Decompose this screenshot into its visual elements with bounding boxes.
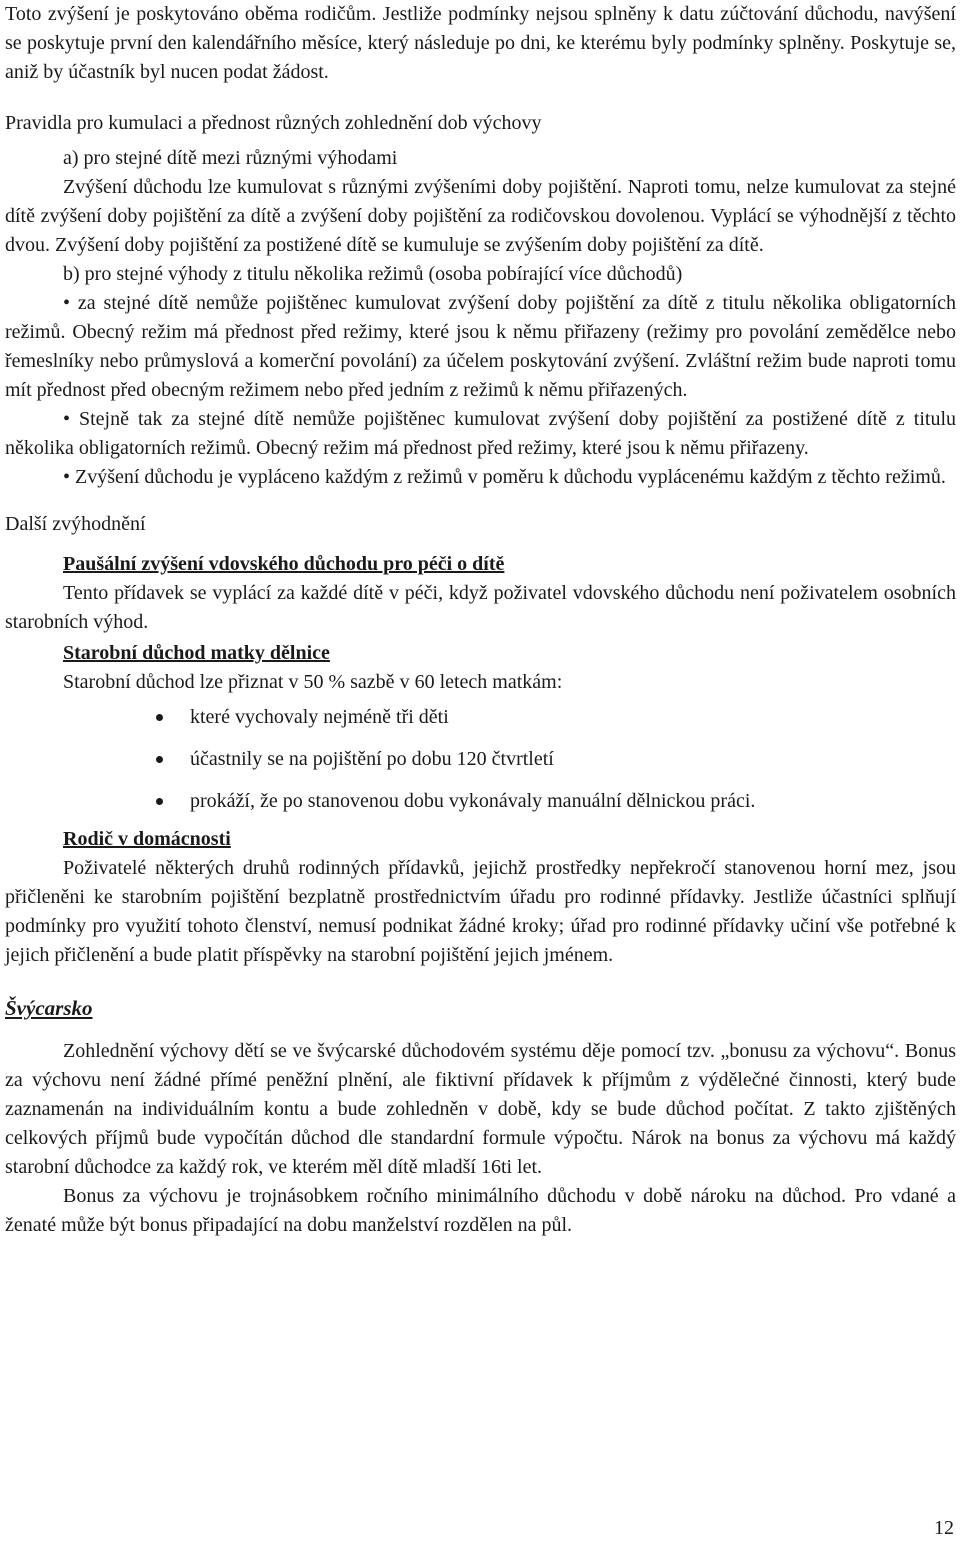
spacer — [5, 492, 956, 510]
widow-text: Tento přídavek se vyplácí za každé dítě v péči, když poživatel vdovského důchodu není poživatelem osobních starobních výhod. — [5, 582, 956, 633]
swiss-paragraph-1: Zohlednění výchovy dětí se ve švýcarské důchodovém systému děje pomocí tzv. „bonusu za výchovu“. Bonus za výchovu není žádné přímé peněžní plnění, ale fiktivní přídavek k příjmům z výdělečné činnosti, který bude zaznamenán na individuálním kontu a bude zohledněn v době, kdy se bude důchod počítat. Z takto zjištěných celkových příjmů bude vypočítán důchod dle standardní formule výpočtu. Nárok na bonus za výchovu má každý starobní důchodce za každý rok, ve kterém měl dítě mladší 16ti let. — [5, 1040, 956, 1178]
bullet-icon — [156, 798, 163, 805]
home-text: Poživatelé některých druhů rodinných přídavků, jejichž prostředky nepřekročí stanovenou horní mez, jsou přičleněni ke starobním pojištění bezplatně prostřednictvím úřadu pro rodinné přídavky. Jestliže účastníci splňují podmínky pro využití tohoto členství, nemusí podnikat žádné kroky; úřad pro rodinné přídavky učiní vše potřebné k jejich přičlenění a bude platit příspěvky na starobní pojištění jejich jménem. — [5, 857, 956, 966]
spacer — [5, 1023, 956, 1037]
cumulation-b-item: • Stejně tak za stejné dítě nemůže pojištěnec kumulovat zvýšení doby pojištění za postižené dítě z titulu několika obligatorních režimů. Obecný režim má přednost před režimy, které jsou k němu přiřazeny. — [5, 408, 956, 459]
swiss-paragraph-2: Bonus za výchovu je trojnásobkem ročního minimálního důchodu v době nároku na důchod. Pro vdané a ženaté může být bonus připadající na dobu manželství rozdělen na půl. — [5, 1185, 956, 1236]
spacer — [5, 539, 956, 550]
list-item: které vychovaly nejméně tři děti — [5, 703, 956, 745]
list-item: účastnily se na pojištění po dobu 120 čtvrtletí — [5, 745, 956, 787]
mother-conditions-list — [5, 703, 956, 819]
home-heading: Rodič v domácnosti — [63, 828, 231, 850]
cumulation-b-heading: b) pro stejné výhody z titulu několika režimů (osoba pobírající více důchodů) — [63, 263, 683, 285]
cumulation-a-text: Zvýšení důchodu lze kumulovat s různými zvýšeními doby pojištění. Naproti tomu, nelze kumulovat za stejné dítě zvýšení doby pojištění za dítě a zvýšení doby pojištění za rodičovskou dovolenou. Vyplácí se výhodnější z těchto dvou. Zvýšení doby pojištění za postižené dítě se kumuluje se zvýšením doby pojištění za dítě. — [5, 176, 956, 256]
list-item: prokáží, že po stanovenou dobu vykonávaly manuální dělnickou práci. — [5, 787, 956, 819]
mother-text: Starobní důchod lze přiznat v 50 % sazbě v 60 letech matkám: — [63, 671, 563, 693]
cumulation-title: Pravidla pro kumulaci a přednost různých zohlednění dob výchovy — [5, 112, 542, 134]
document-page — [5, 0, 956, 1240]
widow-heading: Paušální zvýšení vdovského důchodu pro péči o dítě — [63, 553, 505, 575]
spacer — [5, 87, 956, 109]
cumulation-b-item: • Zvýšení důchodu je vypláceno každým z režimů v poměru k důchodu vyplácenému každým z těchto režimů. — [63, 466, 946, 488]
cumulation-a-heading: a) pro stejné dítě mezi různými výhodami — [63, 147, 398, 169]
bullet-icon — [156, 756, 163, 763]
spacer — [5, 970, 956, 994]
swiss-title: Švýcarsko — [5, 996, 93, 1020]
mother-heading: Starobní důchod matky dělnice — [63, 642, 330, 664]
intro-paragraph: Toto zvýšení je poskytováno oběma rodičům. Jestliže podmínky nejsou splněny k datu zúčtování důchodu, navýšení se poskytuje první den kalendářního měsíce, který následuje po dni, ke kterému byly podmínky splněny. Poskytuje se, aniž by účastník byl nucen podat žádost. — [5, 3, 956, 83]
bullet-icon — [156, 714, 163, 721]
cumulation-b-item: • za stejné dítě nemůže pojištěnec kumulovat zvýšení doby pojištění za dítě z titulu několika obligatorních režimů. Obecný režim má přednost před režimy, které jsou k němu přiřazeny (režimy pro povolání zemědělce nebo řemeslníky nebo průmyslová a komerční povolání) za účelem poskytování zvýšení. Zvláštní režim bude naproti tomu mít přednost před obecným režimem nebo před jedním z režimů k němu přiřazených. — [5, 292, 956, 401]
page-number: 12 — [934, 1517, 954, 1539]
further-title: Další zvýhodnění — [5, 513, 146, 535]
